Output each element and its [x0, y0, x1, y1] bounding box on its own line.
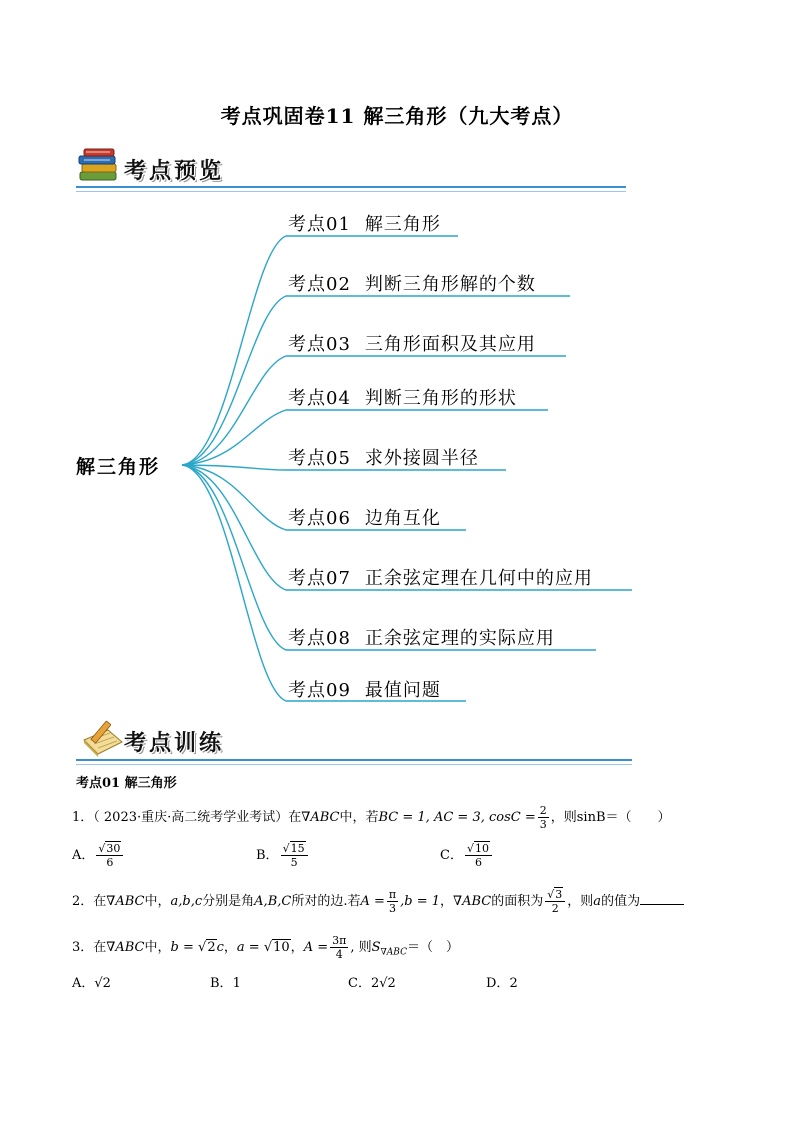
branch-code: 考点02 — [288, 274, 351, 295]
branch-text: 边角互化 — [364, 508, 441, 529]
q2-text: ，则 — [567, 894, 594, 909]
q3-text: ， — [290, 940, 304, 955]
branch-text: 判断三角形解的个数 — [364, 274, 536, 295]
q1-text: 中，若 — [339, 810, 379, 825]
branch-03 — [288, 330, 536, 356]
q2-angles: A,B,C — [254, 894, 292, 909]
sqrt-sign: √ — [466, 842, 474, 855]
q3-text: ＝（ ） — [406, 940, 459, 955]
branch-05 — [288, 444, 479, 470]
option-value: 2 — [509, 976, 518, 991]
q3-option-c — [348, 972, 396, 991]
option-radicand: 15 — [290, 842, 305, 855]
q2-sides: a,b,c — [170, 894, 203, 909]
training-label: 考点训练 — [124, 731, 225, 756]
q3-b-radicand: 2 — [207, 940, 216, 955]
branch-01 — [288, 210, 441, 236]
option-fraction — [96, 842, 123, 869]
branch-text: 正余弦定理的实际应用 — [364, 628, 555, 649]
q1-frac-den: 3 — [539, 818, 547, 831]
branch-code: 考点08 — [288, 628, 351, 649]
branch-07 — [288, 564, 593, 590]
q1-expr-sinb: sinB — [576, 810, 606, 825]
q3-text: 在 — [93, 940, 107, 955]
q2-text: ， — [440, 894, 454, 909]
q2-fraction-pi — [387, 888, 398, 915]
sqrt-sign: √ — [547, 888, 555, 901]
overview-label: 考点预览 — [124, 159, 225, 184]
branch-code: 考点09 — [288, 680, 351, 701]
branch-text: 判断三角形的形状 — [364, 388, 517, 409]
q1-text: 在 — [288, 810, 302, 825]
q3-text: 中， — [144, 940, 171, 955]
option-value: 1 — [232, 976, 241, 991]
q3-S: S — [371, 940, 381, 955]
q3-a-eq: a = — [236, 940, 260, 955]
branch-text: 解三角形 — [364, 214, 441, 235]
option-letter: B． — [210, 976, 233, 991]
subsection-title: 考点01 解三角形 — [76, 776, 177, 791]
q2-a-eq: A = — [360, 894, 385, 909]
training-rule — [76, 759, 632, 761]
q2-triangle: ∇ABC — [453, 894, 492, 909]
option-radicand: 30 — [106, 842, 121, 855]
option-fraction — [281, 842, 308, 869]
q1-text: ＝（ ） — [605, 810, 671, 825]
q2-num: 2． — [72, 894, 94, 909]
question-3 — [72, 934, 459, 961]
option-den: 6 — [474, 856, 482, 869]
q3-text: , 则 — [350, 940, 372, 955]
option-fraction — [465, 842, 492, 869]
option-den: 5 — [290, 856, 298, 869]
q2-text: 分别是角 — [202, 894, 255, 909]
option-letter: C． — [348, 976, 371, 991]
branch-text: 最值问题 — [364, 680, 441, 701]
q2-fraction-area — [545, 888, 565, 915]
sqrt-sign: √ — [263, 940, 273, 955]
q2-frac-den: 3 — [389, 902, 396, 915]
option-letter: A． — [72, 848, 95, 863]
q3-a-radicand: 10 — [273, 940, 290, 955]
q1-option-a — [72, 842, 125, 869]
q1-triangle: ∇ABC — [301, 810, 340, 825]
q2-text: 的面积为 — [491, 894, 544, 909]
q3-fraction — [330, 934, 348, 961]
q2-text: 在 — [93, 894, 107, 909]
q3-triangle: ∇ABC — [106, 940, 145, 955]
q2-triangle: ∇ABC — [106, 894, 145, 909]
option-letter: A． — [72, 976, 95, 991]
branch-code: 考点04 — [288, 388, 351, 409]
branch-code: 考点06 — [288, 508, 351, 529]
q3-frac-num: 3π — [332, 934, 347, 947]
q2-text: 中， — [144, 894, 171, 909]
q1-source: （ 2023·重庆·高二统考学业考试） — [93, 810, 289, 825]
q2-b-eq: ,b = 1 — [400, 894, 441, 909]
option-letter: D． — [486, 976, 510, 991]
branch-06 — [288, 504, 441, 530]
q3-S-sub: ∇ABC — [380, 947, 407, 958]
q3-b-eq: b = — [170, 940, 194, 955]
branch-line-08 — [182, 465, 596, 650]
branch-text: 三角形面积及其应用 — [364, 334, 536, 355]
sqrt-sign: √ — [282, 842, 290, 855]
q3-A-eq: A = — [303, 940, 329, 955]
page-title: 考点巩固卷11 解三角形（九大考点） — [220, 104, 574, 128]
question-2 — [72, 888, 684, 915]
q1-text: ，则 — [550, 810, 577, 825]
option-letter: B． — [256, 848, 279, 863]
notebook-pencil-icon — [80, 718, 126, 758]
branch-code: 考点05 — [288, 448, 351, 469]
q2-text: 的值为 — [601, 894, 641, 909]
branch-02 — [288, 270, 536, 296]
q2-answer-blank[interactable] — [640, 892, 684, 905]
branch-text: 求外接圆半径 — [364, 448, 479, 469]
q2-frac-den: 2 — [551, 902, 559, 915]
mindmap-root: 解三角形 — [76, 456, 161, 478]
sqrt-sign: √ — [198, 940, 207, 955]
q3-frac-den: 4 — [335, 948, 343, 961]
branch-code: 考点01 — [288, 214, 351, 235]
q1-num: 1． — [72, 810, 94, 825]
question-1 — [72, 804, 671, 831]
q2-var-a: a — [593, 894, 602, 909]
option-radicand: 10 — [474, 842, 489, 855]
q2-frac-num: π — [388, 888, 397, 901]
q1-expr: BC = 1, AC = 3, cosC = — [378, 810, 536, 825]
branch-08 — [288, 624, 555, 650]
q3-text: ， — [223, 940, 237, 955]
sqrt-sign: √ — [98, 842, 106, 855]
option-letter: C． — [440, 848, 463, 863]
option-den: 6 — [106, 856, 114, 869]
training-rule-thin — [76, 764, 632, 765]
q2-radicand: 3 — [555, 888, 563, 901]
branch-04 — [288, 384, 517, 410]
branch-text: 正余弦定理在几何中的应用 — [364, 568, 593, 589]
q3-option-a — [72, 972, 111, 991]
branch-line-02 — [182, 296, 570, 465]
q1-frac-num: 2 — [539, 804, 547, 817]
q1-option-c — [440, 842, 494, 869]
q1-option-b — [256, 842, 310, 869]
branch-09 — [288, 676, 441, 702]
q3-num: 3． — [72, 940, 94, 955]
training-header — [76, 718, 632, 762]
q3-c: c — [216, 940, 224, 955]
q1-fraction — [538, 804, 549, 831]
q2-text: 所对的边.若 — [291, 894, 361, 909]
q3-option-b — [210, 972, 241, 991]
q3-option-d — [486, 972, 518, 991]
branch-code: 考点07 — [288, 568, 351, 589]
branch-code: 考点03 — [288, 334, 351, 355]
option-value: 2√2 — [370, 976, 396, 991]
option-value: √2 — [94, 976, 111, 991]
